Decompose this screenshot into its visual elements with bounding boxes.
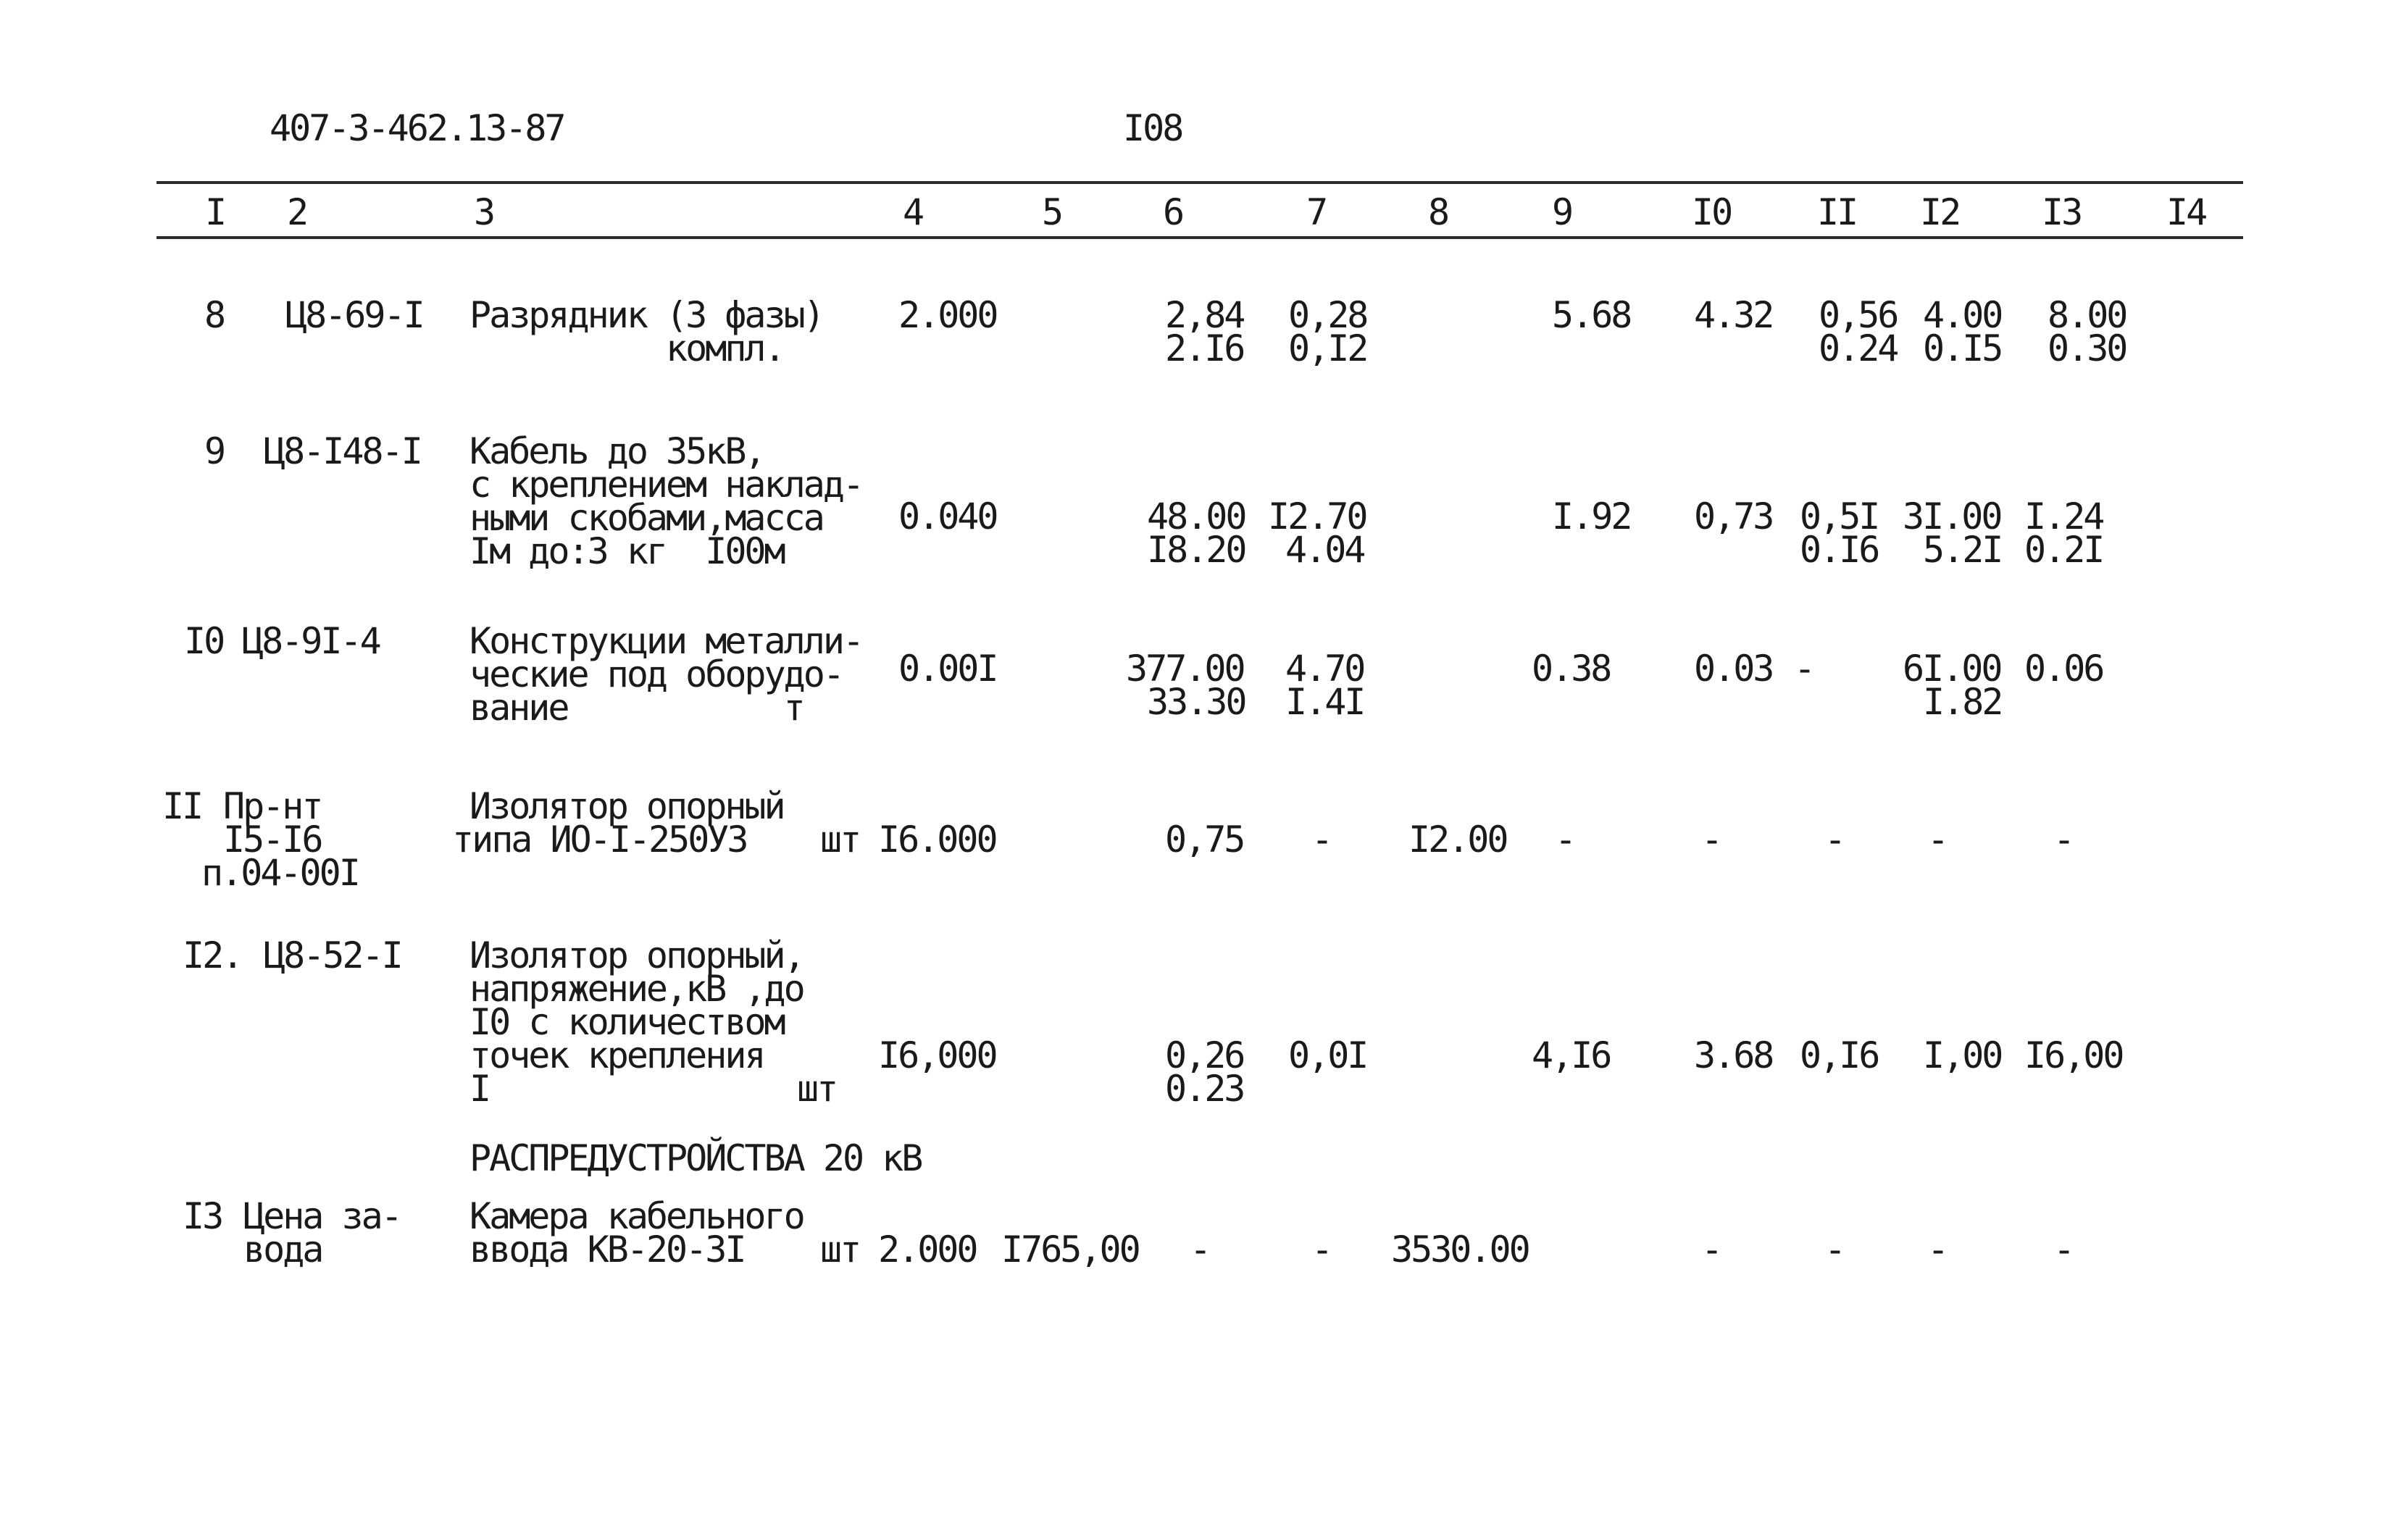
table-top-rule bbox=[156, 181, 2243, 184]
cell-col7: 0,I2 bbox=[1288, 327, 1367, 369]
cell-col10: - bbox=[1701, 819, 1721, 861]
item-description: Конструкции металли- bbox=[469, 620, 863, 662]
column-header: 3 bbox=[474, 191, 494, 233]
item-description: ческие под оборудо- bbox=[469, 653, 843, 695]
rate-code: Ц8-I48-I bbox=[264, 430, 421, 472]
cell-col8: I2.00 bbox=[1408, 819, 1507, 861]
document-code: 407-3-462.13-87 bbox=[270, 107, 564, 149]
cell-col7: 4.04 bbox=[1285, 529, 1364, 571]
quantity: I6,000 bbox=[878, 1034, 996, 1076]
item-description: Разрядник (3 фазы) bbox=[469, 294, 823, 336]
cell-col12: 0.I5 bbox=[1923, 327, 2002, 369]
cell-col12: 4.00 bbox=[1923, 294, 2002, 336]
cell-col6: 48.00 bbox=[1147, 495, 1245, 537]
rate-code: Ц8-69-I bbox=[285, 294, 423, 336]
column-header: I3 bbox=[2042, 191, 2082, 233]
cell-col13: 8.00 bbox=[2048, 294, 2126, 336]
cell-col12: 6I.00 bbox=[1903, 648, 2001, 690]
item-description: Кабель до 35кВ, bbox=[469, 430, 764, 472]
column-header: 8 bbox=[1428, 191, 1448, 233]
rate-code: Ц8-9I-4 bbox=[242, 620, 380, 662]
rate-code: I5-I6 bbox=[223, 819, 322, 861]
cell-col7: - bbox=[1311, 819, 1332, 861]
cell-col6: - bbox=[1190, 1229, 1210, 1271]
rate-code: вода bbox=[243, 1229, 322, 1271]
column-header: I bbox=[205, 191, 225, 233]
item-description: Изолятор опорный bbox=[469, 785, 784, 827]
page-number: I08 bbox=[1123, 107, 1182, 149]
cell-col12: I.82 bbox=[1923, 681, 2002, 723]
cell-col11: 0,5I bbox=[1800, 495, 1879, 537]
cell-col11: - bbox=[1824, 1229, 1845, 1271]
cell-col12: - bbox=[1927, 819, 1948, 861]
row-number: 9 bbox=[204, 430, 225, 472]
quantity: 2.000 bbox=[898, 294, 997, 336]
cell-col13: - bbox=[2053, 1229, 2074, 1271]
column-header: 7 bbox=[1306, 191, 1327, 233]
rate-code: Цена за- bbox=[243, 1195, 401, 1237]
quantity: I6.000 bbox=[878, 819, 996, 861]
cell-col11: 0.24 bbox=[1819, 327, 1898, 369]
item-description: точек крепления bbox=[469, 1034, 764, 1076]
cell-col9: 0.38 bbox=[1532, 648, 1611, 690]
cell-col10: 0,73 bbox=[1694, 495, 1773, 537]
cell-col9: - bbox=[1555, 819, 1575, 861]
column-header: I0 bbox=[1692, 191, 1732, 233]
unit: шт bbox=[820, 819, 860, 861]
cell-col6: 0,75 bbox=[1165, 819, 1244, 861]
rate-code: Ц8-52-I bbox=[264, 934, 401, 976]
cell-col13: I6,00 bbox=[2024, 1034, 2123, 1076]
cell-col6: 2,84 bbox=[1165, 294, 1244, 336]
item-description: типа ИО-I-250УЗ bbox=[452, 819, 747, 861]
row-number: II bbox=[162, 785, 202, 827]
cell-col7: 0,0I bbox=[1288, 1034, 1367, 1076]
item-description: I bbox=[469, 1068, 490, 1110]
unit: шт bbox=[820, 1229, 860, 1271]
item-description: Iм до:3 кг I00м bbox=[469, 530, 784, 572]
quantity: 0.00I bbox=[898, 648, 997, 690]
quantity: 0.040 bbox=[898, 495, 997, 537]
cell-col11: 0,56 bbox=[1819, 294, 1898, 336]
cell-col7: 0,28 bbox=[1288, 294, 1367, 336]
cell-col6: 0,26 bbox=[1165, 1034, 1244, 1076]
item-description: с креплением наклад- bbox=[469, 464, 863, 506]
cell-col7: I2.70 bbox=[1268, 495, 1366, 537]
cell-col5: I765,00 bbox=[1001, 1229, 1139, 1271]
cell-col11: 0,I6 bbox=[1800, 1034, 1879, 1076]
item-description: напряжение,кВ ,до bbox=[469, 968, 803, 1010]
cell-col10: 4.32 bbox=[1694, 294, 1773, 336]
cell-col6: 377.00 bbox=[1126, 648, 1244, 690]
column-header: 4 bbox=[903, 191, 923, 233]
quantity: 2.000 bbox=[878, 1229, 977, 1271]
item-description: Изолятор опорный, bbox=[469, 934, 803, 976]
item-description: ввода КВ-20-3I bbox=[469, 1229, 745, 1271]
cell-col10: 0.03 bbox=[1694, 648, 1773, 690]
table-header-rule bbox=[156, 236, 2243, 239]
cell-col9: 5.68 bbox=[1552, 294, 1631, 336]
row-number: I0 bbox=[184, 620, 224, 662]
cell-col6: I8.20 bbox=[1147, 529, 1245, 571]
cell-col12: I,00 bbox=[1923, 1034, 2002, 1076]
column-header: I2 bbox=[1920, 191, 1960, 233]
row-number: I3 bbox=[183, 1195, 222, 1237]
unit: шт bbox=[797, 1068, 837, 1110]
cell-col9: 4,I6 bbox=[1532, 1034, 1611, 1076]
cell-col8: 3530.00 bbox=[1391, 1229, 1529, 1271]
column-header: 6 bbox=[1163, 191, 1183, 233]
cell-col7: I.4I bbox=[1285, 681, 1364, 723]
cell-col7: - bbox=[1311, 1229, 1332, 1271]
cell-col13: 0.2I bbox=[2024, 529, 2103, 571]
item-description: вание т bbox=[469, 687, 803, 729]
cell-col6: 2.I6 bbox=[1165, 327, 1244, 369]
item-description: ными скобами,масса bbox=[469, 497, 823, 539]
cell-col11: - bbox=[1794, 648, 1814, 690]
cell-col11: 0.I6 bbox=[1800, 529, 1879, 571]
column-header: 9 bbox=[1552, 191, 1572, 233]
cell-col13: I.24 bbox=[2024, 495, 2103, 537]
cell-col6: 0.23 bbox=[1165, 1068, 1244, 1110]
cell-col12: 5.2I bbox=[1923, 529, 2002, 571]
cell-col12: - bbox=[1927, 1229, 1948, 1271]
cell-col11: - bbox=[1824, 819, 1845, 861]
item-description: I0 с количеством bbox=[469, 1001, 784, 1043]
item-description: Камера кабельного bbox=[469, 1195, 803, 1237]
cell-col7: 4.70 bbox=[1285, 648, 1364, 690]
cell-col12: 3I.00 bbox=[1903, 495, 2001, 537]
item-description: компл. bbox=[469, 327, 784, 369]
cell-col6: 33.30 bbox=[1147, 681, 1245, 723]
rate-code: Пр-нт bbox=[223, 785, 322, 827]
row-number: I2. bbox=[183, 934, 242, 976]
column-header: I4 bbox=[2166, 191, 2206, 233]
cell-col9: I.92 bbox=[1552, 495, 1631, 537]
cell-col13: 0.30 bbox=[2048, 327, 2126, 369]
column-header: II bbox=[1817, 191, 1857, 233]
cell-col10: 3.68 bbox=[1694, 1034, 1773, 1076]
row-number: 8 bbox=[204, 294, 225, 336]
cell-col10: - bbox=[1701, 1229, 1721, 1271]
column-header: 5 bbox=[1042, 191, 1062, 233]
section-heading: РАСПРЕДУСТРОЙСТВА 20 кВ bbox=[469, 1137, 922, 1179]
cell-col13: 0.06 bbox=[2024, 648, 2103, 690]
column-header: 2 bbox=[287, 191, 307, 233]
rate-code: п.04-00I bbox=[201, 852, 359, 894]
cell-col13: - bbox=[2053, 819, 2074, 861]
